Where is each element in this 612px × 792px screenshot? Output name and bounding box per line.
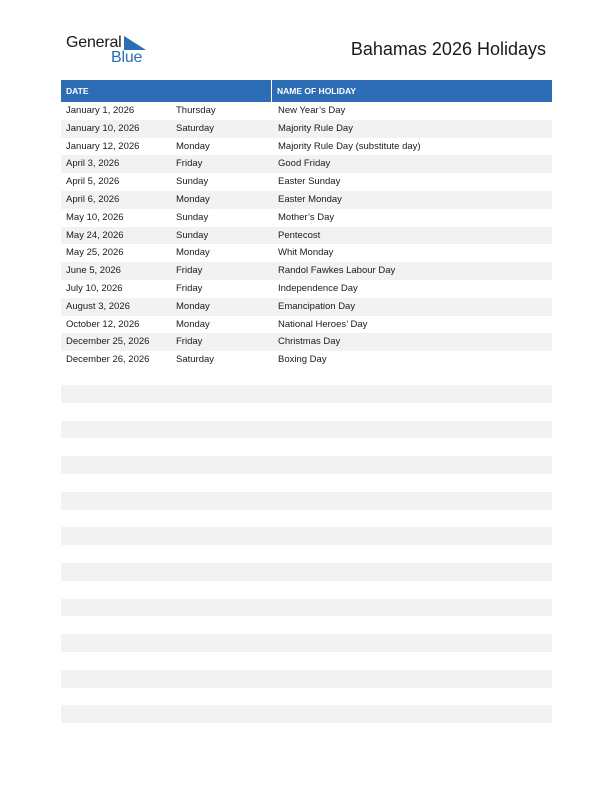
cell-holiday-name: Good Friday: [278, 158, 331, 170]
table-row: [61, 316, 552, 334]
cell-holiday-name: Majority Rule Day (substitute day): [278, 140, 421, 152]
cell-day: Friday: [176, 158, 203, 170]
table-row: [61, 155, 552, 173]
cell-day: Saturday: [176, 122, 215, 134]
cell-holiday-name: Pentecost: [278, 229, 321, 241]
blank-row: [61, 492, 552, 510]
blank-row: [61, 474, 552, 492]
cell-holiday-name: National Heroes’ Day: [278, 318, 368, 330]
cell-date: May 10, 2026: [66, 211, 124, 223]
cell-day: Monday: [176, 247, 210, 259]
table-row: [61, 173, 552, 191]
cell-day: Saturday: [176, 354, 215, 366]
logo-word-general: General: [66, 34, 122, 51]
page-title: Bahamas 2026 Holidays: [350, 39, 546, 59]
cell-day: Sunday: [176, 229, 209, 241]
cell-holiday-name: Easter Monday: [278, 193, 342, 205]
cell-date: July 10, 2026: [66, 282, 123, 294]
blank-row: [61, 438, 552, 456]
blank-row: [61, 581, 552, 599]
blank-row: [61, 705, 552, 723]
cell-date: December 25, 2026: [66, 336, 150, 348]
cell-day: Monday: [176, 300, 210, 312]
cell-day: Sunday: [176, 176, 209, 188]
cell-date: April 6, 2026: [66, 193, 120, 205]
table-row: [61, 191, 552, 209]
cell-holiday-name: Whit Monday: [278, 247, 334, 259]
cell-date: August 3, 2026: [66, 300, 130, 312]
cell-holiday-name: Boxing Day: [278, 354, 327, 366]
cell-date: April 3, 2026: [66, 158, 120, 170]
cell-holiday-name: Independence Day: [278, 282, 358, 294]
cell-date: January 1, 2026: [66, 105, 135, 116]
table-row: [61, 262, 552, 280]
table-row: [61, 120, 552, 138]
cell-day: Thursday: [176, 105, 216, 116]
cell-date: June 5, 2026: [66, 265, 121, 277]
table-body: [61, 102, 552, 369]
blank-rows: [61, 385, 552, 723]
holiday-table: [61, 80, 552, 369]
logo-triangle-icon: [124, 36, 146, 50]
blank-row: [61, 527, 552, 545]
cell-date: April 5, 2026: [66, 176, 120, 188]
header-date: DATE: [61, 80, 272, 102]
blank-row: [61, 545, 552, 563]
table-row: [61, 333, 552, 351]
table-row: [61, 298, 552, 316]
cell-date: May 24, 2026: [66, 229, 124, 241]
cell-day: Sunday: [176, 211, 209, 223]
cell-day: Monday: [176, 318, 210, 330]
header-name-of-holiday: NAME OF HOLIDAY: [277, 86, 357, 96]
blank-row: [61, 385, 552, 403]
blank-row: [61, 599, 552, 617]
table-row: [61, 138, 552, 156]
blank-row: [61, 670, 552, 688]
cell-holiday-name: Emancipation Day: [278, 300, 356, 312]
blank-row: [61, 688, 552, 706]
blank-row: [61, 563, 552, 581]
logo-word-blue: Blue: [111, 49, 143, 66]
cell-day: Monday: [176, 140, 210, 152]
cell-date: December 26, 2026: [66, 354, 150, 366]
table-row: [61, 351, 552, 369]
blank-row: [61, 403, 552, 421]
table-row: [61, 280, 552, 298]
cell-date: January 10, 2026: [66, 122, 140, 134]
cell-holiday-name: New Year’s Day: [278, 105, 346, 116]
table-row: [61, 244, 552, 262]
blank-row: [61, 510, 552, 528]
cell-holiday-name: Majority Rule Day: [278, 122, 353, 134]
cell-date: October 12, 2026: [66, 318, 140, 330]
cell-holiday-name: Randol Fawkes Labour Day: [278, 265, 396, 277]
blank-row: [61, 456, 552, 474]
blank-row: [61, 652, 552, 670]
cell-day: Friday: [176, 336, 203, 348]
logo: [66, 34, 156, 68]
blank-row: [61, 616, 552, 634]
cell-day: Friday: [176, 282, 203, 294]
table-row: [61, 209, 552, 227]
cell-holiday-name: Mother’s Day: [278, 211, 335, 223]
table-header: [61, 80, 552, 102]
table-row: [61, 227, 552, 245]
cell-holiday-name: Christmas Day: [278, 336, 341, 348]
blank-row: [61, 634, 552, 652]
table-row: [61, 102, 552, 120]
blank-row: [61, 421, 552, 439]
cell-date: January 12, 2026: [66, 140, 140, 152]
cell-day: Friday: [176, 265, 203, 277]
cell-day: Monday: [176, 193, 210, 205]
cell-holiday-name: Easter Sunday: [278, 176, 341, 188]
cell-date: May 25, 2026: [66, 247, 124, 259]
